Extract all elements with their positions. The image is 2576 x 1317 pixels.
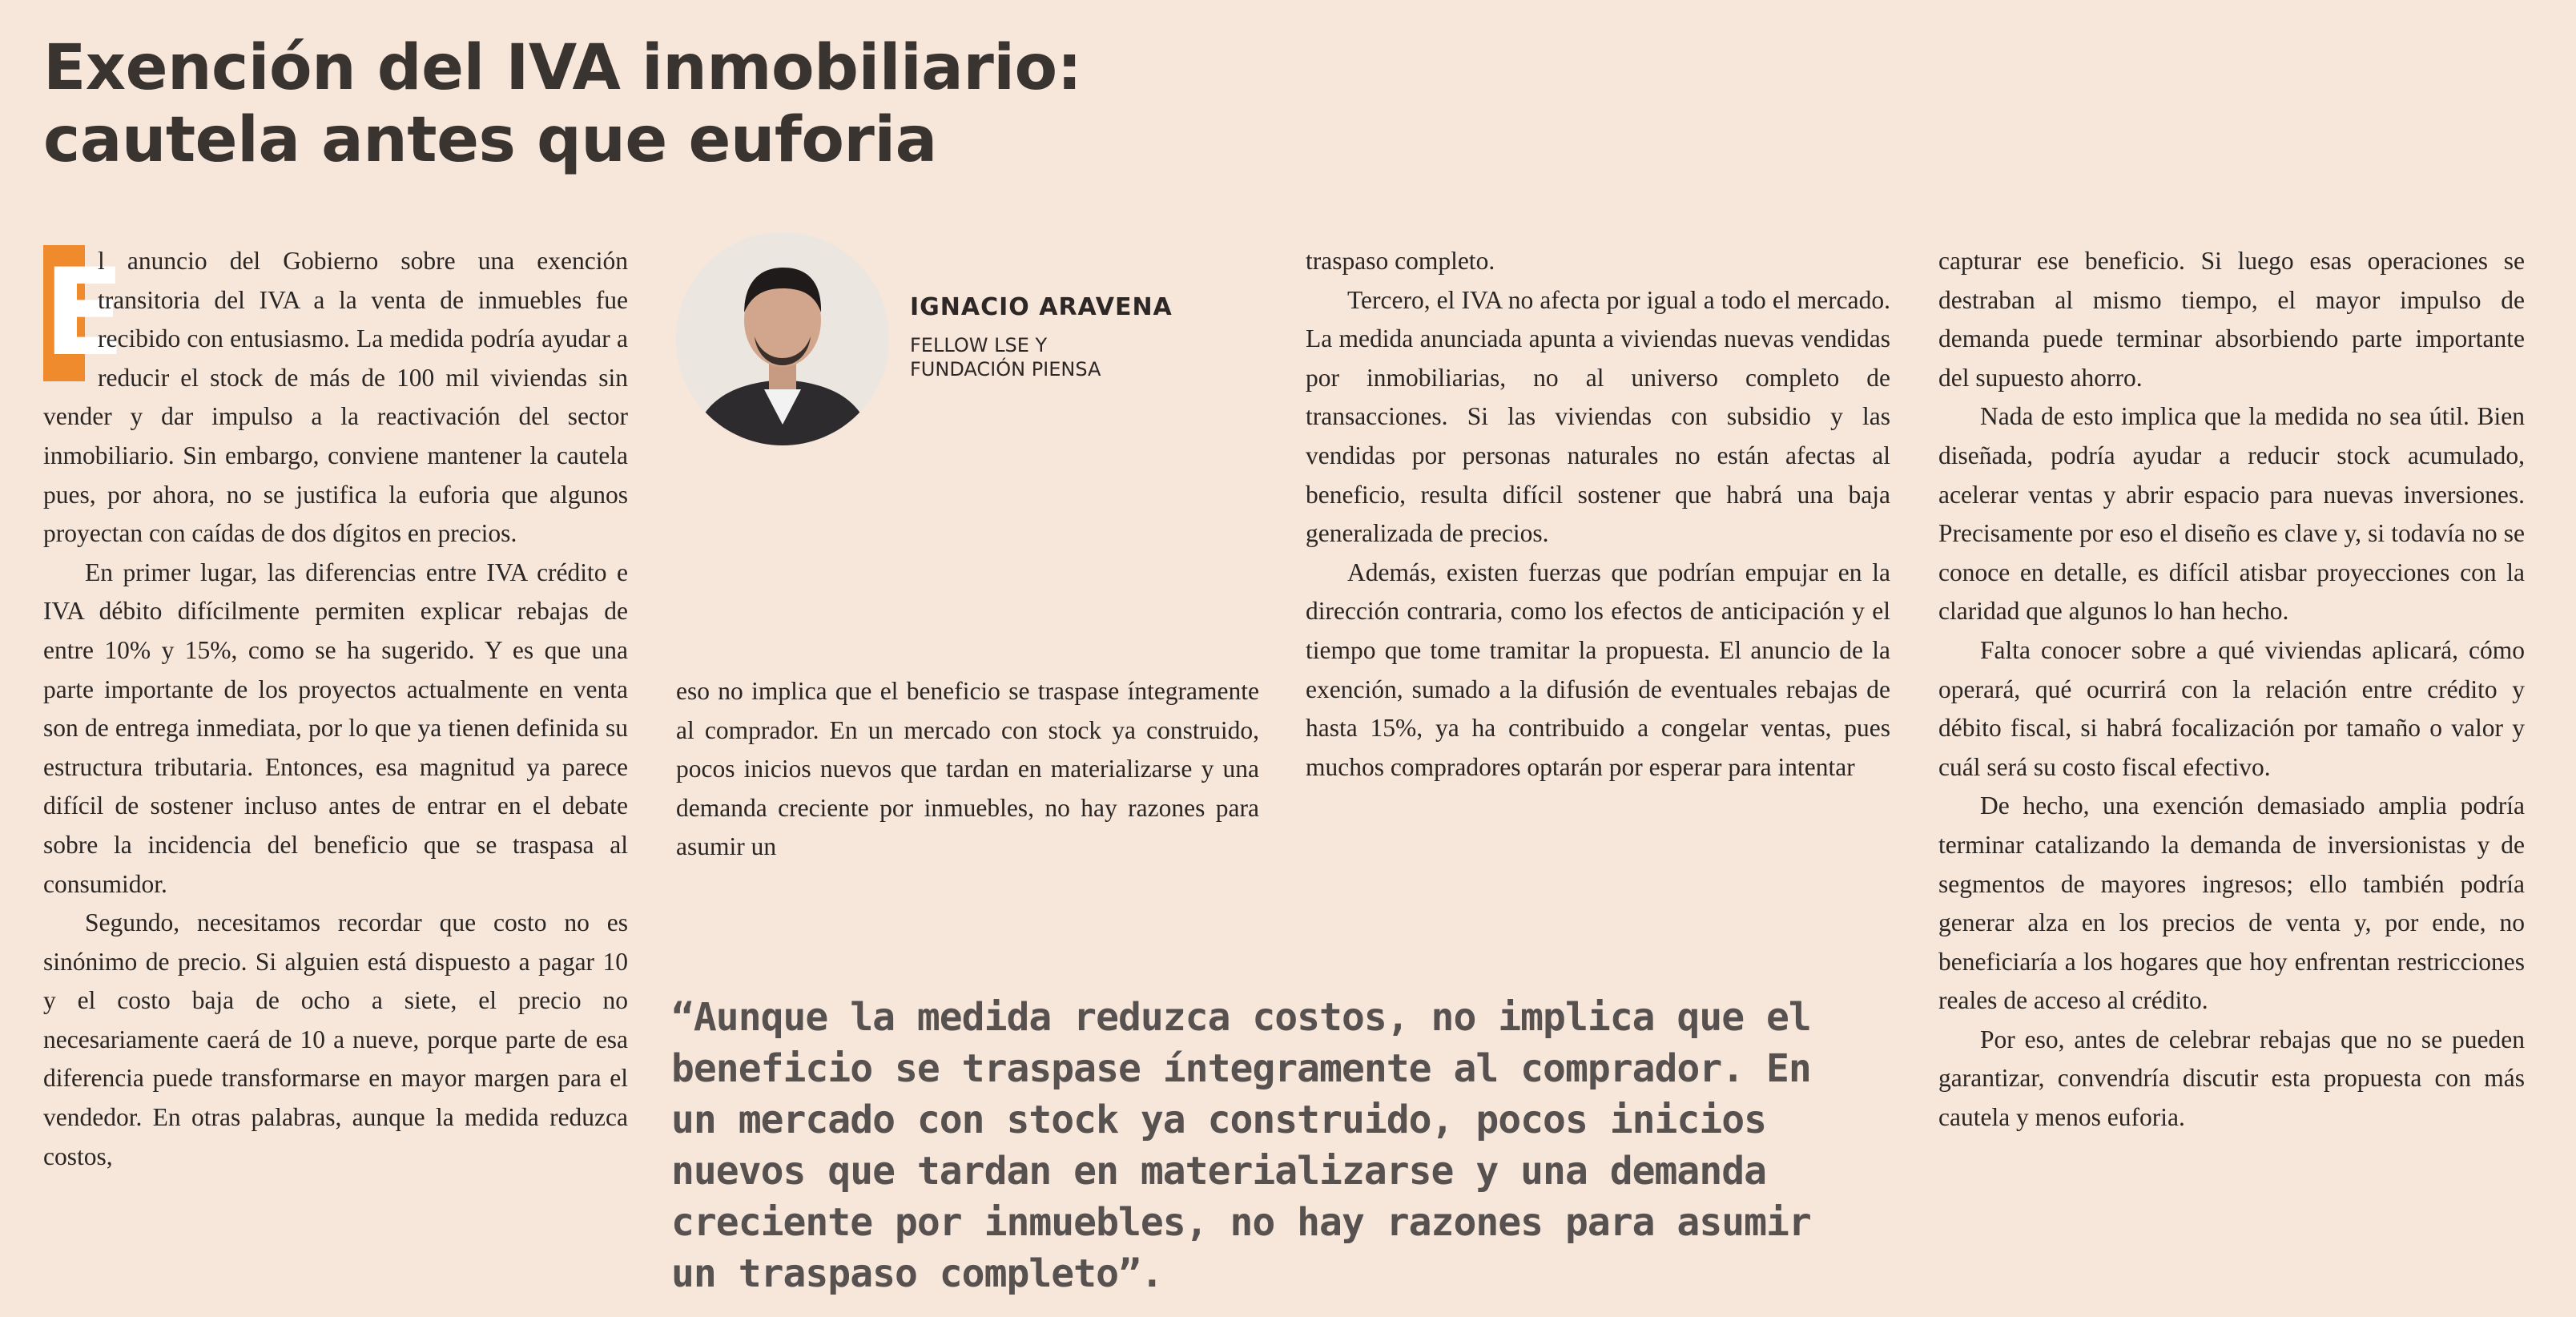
paragraph: traspaso completo.: [1306, 247, 1495, 275]
paragraph: Por eso, antes de celebrar rebajas que no se pueden garantizar, convendría discutir esta propuesta con más cautela y menos euforia.: [1938, 1025, 2525, 1132]
author-byline: [676, 232, 1237, 449]
paragraph: Tercero, el IVA no afecta por igual a todo el mercado. La medida anunciada apunta a viviendas nuevas vendidas por inmobiliarias, no al universo completo de transacciones. Si las viviendas con subsidio y las vendidas por personas naturales no están afectas al beneficio, resulta difícil sostener que habrá una baja generalizada de precios.: [1306, 285, 1890, 548]
paragraph: [43, 242, 628, 554]
paragraph: Falta conocer sobre a qué viviendas aplicará, cómo operará, qué ocurrirá con la relación entre crédito y débito fiscal, si habrá focalización por tamaño o valor y cuál será su costo fiscal efectivo.: [1938, 635, 2525, 781]
author-role-line: FUNDACIÓN PIENSA: [910, 358, 1101, 381]
drop-cap: E: [43, 244, 126, 383]
headline: Exención del IVA inmobiliario: cautela antes que euforia: [43, 32, 1082, 176]
author-role: [910, 333, 1150, 381]
column-3: [1306, 242, 1890, 787]
paragraph: eso no implica que el beneficio se traspase íntegramente al comprador. En un mercado con stock ya construido, pocos inicios nuevos que tardan en materializarse y una demanda creciente por inmuebles, no hay razones para asumir un: [676, 677, 1259, 861]
paragraph: Además, existen fuerzas que podrían empujar en la dirección contraria, como los efectos de anticipación y el tiempo que tome tramitar la propuesta. El anuncio de la exención, sumado a la difusión de eventuales rebajas de hasta 15%, ya ha contribuido a congelar ventas, pues muchos compradores optarán por esperar para intentar: [1306, 558, 1890, 781]
author-role-line: FELLOW LSE Y: [910, 334, 1048, 356]
column-2: [676, 672, 1259, 867]
pull-quote: “Aunque la medida reduzca costos, no implica que el beneficio se traspase íntegramente al comprador. En un mercado con stock ya construido, pocos inicios nuevos que tardan en materializarse y una demanda creciente por inmuebles, no hay razones para asumir un traspaso completo”.: [671, 995, 1811, 1296]
column-4: [1938, 242, 2525, 1138]
paragraph: capturar ese beneficio. Si luego esas operaciones se destraban al mismo tiempo, el mayor impulso de demanda puede terminar absorbiendo parte importante del supuesto ahorro.: [1938, 247, 2525, 392]
paragraph: Nada de esto implica que la medida no sea útil. Bien diseñada, podría ayudar a reducir stock acumulado, acelerar ventas y abrir espacio para nuevas inversiones. Precisamente por eso el diseño es clave y, si todavía no se conoce en detalle, es difícil atisbar proyecciones con la claridad que algunos lo han hecho.: [1938, 402, 2525, 626]
paragraph: Segundo, necesitamos recordar que costo no es sinónimo de precio. Si alguien está dispuesto a pagar 10 y el costo baja de ocho a siete, el precio no necesariamente caerá de 10 a nueve, porque parte de esa diferencia puede transformarse en mayor margen para el vendedor. En otras palabras, aunque la medida reduzca costos,: [43, 908, 628, 1170]
author-photo: [676, 232, 889, 445]
column-1: [43, 242, 628, 1176]
paragraph-text: l anuncio del Gobierno sobre una exención transitoria del IVA a la venta de inmuebles fue recibido con entusiasmo. La medida podría ayudar a reducir el stock de más de 100 mil viviendas sin vender y dar impulso a la reactivación del sector inmobiliario. Sin embargo, conviene mantener la cautela pues, por ahora, no se justifica la euforia que algunos proyectan con caídas de dos dígitos en precios.: [43, 247, 628, 548]
paragraph: De hecho, una exención demasiado amplia podría terminar catalizando la demanda de inversionistas y de segmentos de mayores ingresos; ello también podría generar alza en los precios de venta y, por ende, no beneficiaría a los hogares que hoy enfrentan restricciones reales de acceso al crédito.: [1938, 791, 2525, 1015]
paragraph: En primer lugar, las diferencias entre IVA crédito e IVA débito difícilmente permiten explicar rebajas de entre 10% y 15%, como se ha sugerido. Y es que una parte importante de los proyectos actualmente en venta son de entrega inmediata, por lo que ya tienen definida su estructura tributaria. Entonces, esa magnitud ya parece difícil de sostener incluso antes de entrar en el debate sobre la incidencia del beneficio que se traspasa al consumidor.: [43, 558, 628, 898]
author-name: IGNACIO ARAVENA: [910, 293, 1173, 321]
